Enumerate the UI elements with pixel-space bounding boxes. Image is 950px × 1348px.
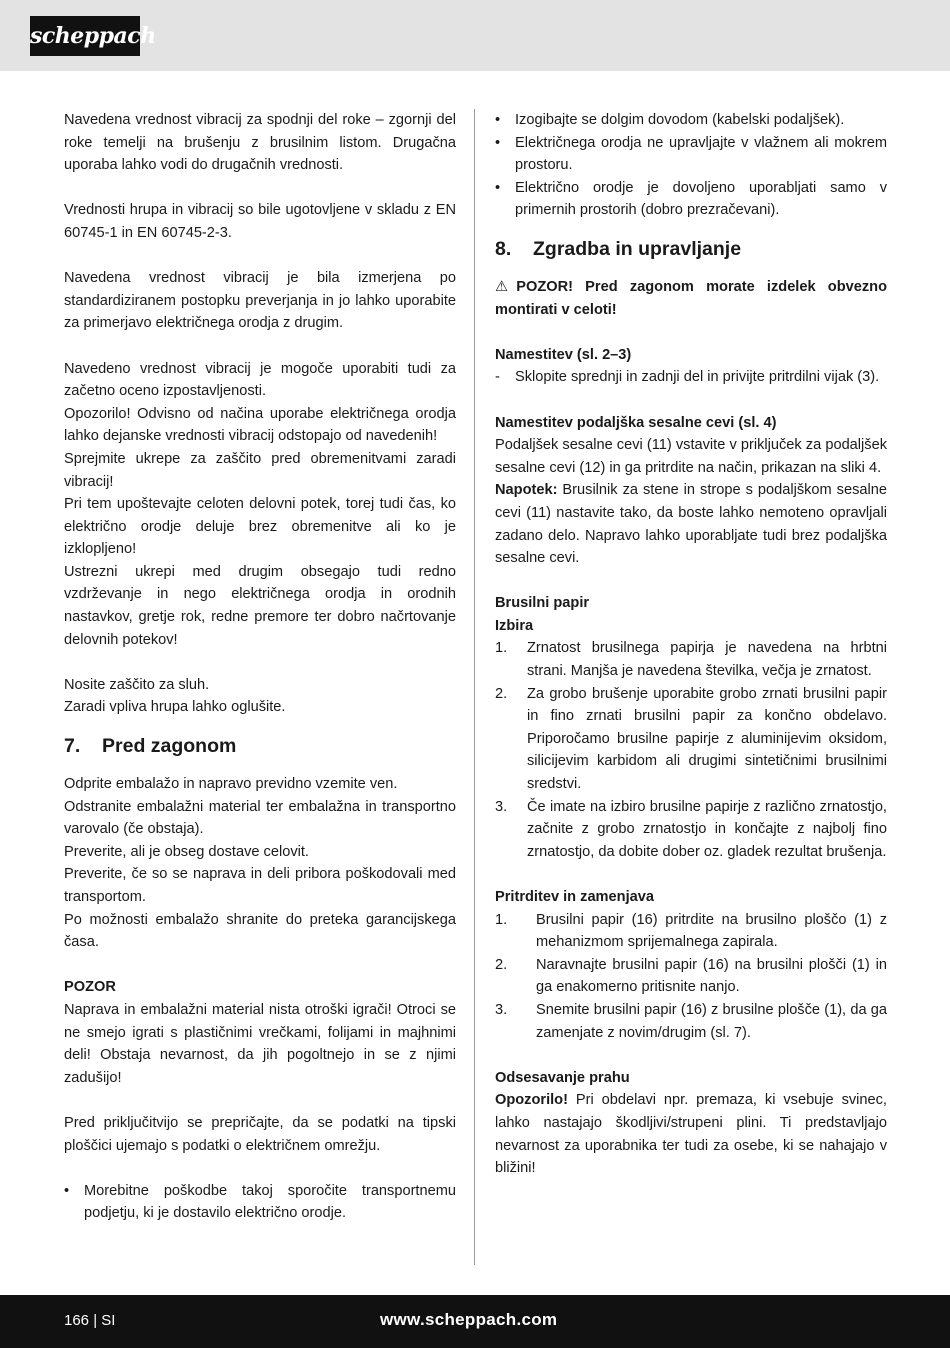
warning-paragraph	[495, 276, 887, 321]
list-text: Snemite brusilni papir (16) z brusilne plošče (1), da ga zamenjate z novim/drugim (sl. 7).	[536, 1001, 887, 1041]
subheading: Namestitev podaljška sesalne cevi (sl. 4)	[495, 414, 777, 431]
scheppach-logo: scheppach	[30, 16, 140, 56]
paragraph: Naprava in embalažni material nista otroški igrači! Otroci se ne smejo igrati s plastičnimi vrečkami, folijami in majhnimi deli! Obstaja nevarnost, da jih pogoltnejo in se z njimi zadušijo!	[64, 1001, 456, 1086]
header-bar	[0, 0, 950, 71]
paragraph: Preverite, če so se naprava in deli pribora poškodovali med transportom.	[64, 866, 456, 905]
page-number: 166 | SI	[64, 1312, 116, 1329]
note-paragraph	[495, 479, 887, 569]
list-item	[495, 637, 887, 682]
subheading: Pritrditev in zamenjava	[495, 889, 654, 905]
warning-text: POZOR! Pred zagonom morate izdelek obvezno montirati v celoti!	[495, 278, 887, 318]
dash-list	[495, 366, 887, 389]
list-text: Za grobo brušenje uporabite grobo zrnati brusilni papir in fino zrnati brusilni papir za končno obdelavo. Priporočamo brusilne papirje z aluminijevim oksidom, silicijevim karbidom ali drugimi sintetičnimi brusilnimi sredstvi.	[527, 685, 887, 793]
list-number: 1.	[495, 640, 508, 657]
warning-paragraph	[495, 1089, 887, 1179]
paragraph: Navedena vrednost vibracij za spodnji del roke – zgornji del roke temelji na brušenju z brusilnim listom. Drugačna uporaba lahko vodi do drugačnih vrednosti.	[64, 112, 456, 174]
left-column	[64, 109, 456, 1225]
list-item: - Sklopite sprednji in zadnji del in privijte pritrdilni vijak (3).	[495, 366, 887, 389]
list-number: 3.	[495, 798, 508, 815]
list-item: • Električnega orodja ne upravljajte v vlažnem ali mokrem prostoru.	[495, 132, 887, 177]
subheading: Izbira	[495, 617, 534, 634]
numbered-list	[495, 909, 887, 1045]
right-column	[495, 109, 887, 1180]
list-item	[495, 999, 887, 1044]
paragraph: Preverite, ali je obseg dostave celovit.	[64, 843, 309, 860]
warning-text: Pri obdelavi npr. premaza, ki vsebuje svinec, lahko nastajajo škodljivi/strupeni plini. Ti predstavljajo nevarnost za uporabnika ter tudi za osebe, ki se nahajajo v bližini!	[495, 1092, 887, 1177]
paragraph: Podaljšek sesalne cevi (11) vstavite v priključek za podaljšek sesalne cevi (12) in ga pritrdite na način, prikazan na sliki 4.	[495, 437, 887, 476]
list-item: • Izogibajte se dolgim dovodom (kabelski podaljšek).	[495, 109, 887, 132]
section-title: Pred zagonom	[102, 735, 237, 758]
list-number: 2.	[495, 685, 508, 702]
subheading: Brusilni papir	[495, 595, 590, 612]
list-number: 2.	[495, 956, 508, 973]
list-text: Brusilni papir (16) pritrdite na brusilno ploščo (1) z mehanizmom sprijemalnega zapirala.	[536, 911, 887, 951]
paragraph: Opozorilo! Odvisno od načina uporabe električnega orodja lahko dejanske vrednosti vibracij odstopajo od navedenih!	[64, 405, 456, 445]
section-number: 8.	[495, 237, 512, 260]
list-number: 1.	[495, 911, 508, 928]
paragraph: Ustrezni ukrepi med drugim obsegajo tudi redno vzdrževanje in nego električnega orodja in orodnih nastavkov, gretje rok, redne premore ter dobro načrtovanje delovnih potekov!	[64, 563, 456, 648]
paragraph: Navedeno vrednost vibracij je mogoče uporabiti tudi za začetno oceno izpostavljenosti.	[64, 360, 456, 400]
bullet-list	[64, 1180, 456, 1225]
section-number: 7.	[64, 735, 81, 758]
list-text: Zrnatost brusilnega papirja je navedena na hrbtni strani. Manjša je navedena številka, večja je zrnatost.	[527, 640, 887, 680]
list-item: • Električno orodje je dovoljeno uporabljati samo v primernih prostorih (dobro prezračevani).	[495, 177, 887, 222]
paragraph: Po možnosti embalažo shranite do preteka garancijskega časa.	[64, 911, 456, 951]
paragraph: Odprite embalažo in napravo previdno vzemite ven.	[64, 776, 398, 793]
paragraph: Sprejmite ukrepe za zaščito pred obremenitvami zaradi vibracij!	[64, 450, 456, 490]
subheading: Odsesavanje prahu	[495, 1069, 630, 1086]
subheading: Namestitev (sl. 2–3)	[495, 346, 632, 363]
list-item	[495, 796, 887, 864]
list-item	[495, 683, 887, 796]
numbered-list	[495, 637, 887, 863]
column-divider	[474, 109, 475, 1265]
warning-triangle-icon: ⚠	[495, 278, 517, 295]
list-text: Naravnajte brusilni papir (16) na brusilni plošči (1) in ga enakomerno pritisnite nanjo.	[536, 956, 887, 996]
website-url: www.scheppach.com	[380, 1310, 558, 1329]
section-heading-7	[64, 731, 456, 761]
paragraph: Pred priključitvijo se prepričajte, da se podatki na tipski ploščici ujemajo s podatki o električnem omrežju.	[64, 1114, 456, 1154]
bullet-list	[495, 109, 887, 222]
list-text: Če imate na izbiro brusilne papirje z različno zrnatostjo, začnite z grobo zrnatostjo in končajte z najbolj fino zrnatostjo, da dobite dober oz. gladek rezultat brušenja.	[527, 798, 887, 860]
footer-bar	[0, 1295, 950, 1348]
paragraph: Navedena vrednost vibracij je bila izmerjena po standardiziranem postopku preverjanja in jo lahko uporabite za primerjavo električnega orodja z drugim.	[64, 270, 456, 332]
note-label: Napotek:	[495, 482, 558, 499]
list-item	[495, 954, 887, 999]
paragraph: Nosite zaščito za sluh.	[64, 676, 210, 693]
paragraph: Odstranite embalažni material ter embalažna in transportno varovalo (če obstaja).	[64, 798, 456, 838]
pozor-heading: POZOR	[64, 979, 116, 996]
list-number: 3.	[495, 1001, 508, 1018]
list-item	[495, 909, 887, 954]
section-title: Zgradba in upravljanje	[533, 237, 742, 260]
section-heading-8	[495, 234, 887, 264]
paragraph: Zaradi vpliva hrupa lahko oglušite.	[64, 699, 286, 716]
warning-label: Opozorilo!	[495, 1092, 568, 1109]
paragraph: Pri tem upoštevajte celoten delovni potek, torej tudi čas, ko električno orodje deluje brez obremenitve ali ko je izklopljeno!	[64, 496, 456, 558]
list-item: • Morebitne poškodbe takoj sporočite transportnemu podjetju, ki je dostavilo električno orodje.	[64, 1180, 456, 1225]
paragraph: Vrednosti hrupa in vibracij so bile ugotovljene v skladu z EN 60745-1 in EN 60745-2-3.	[64, 202, 456, 241]
note-text: Brusilnik za stene in strope s podaljškom sesalne cevi (11) nastavite tako, da boste lahko nemoteno opravljali zadano delo. Napravo lahko uporabljate tudi brez podaljška sesalne cevi.	[495, 482, 887, 567]
